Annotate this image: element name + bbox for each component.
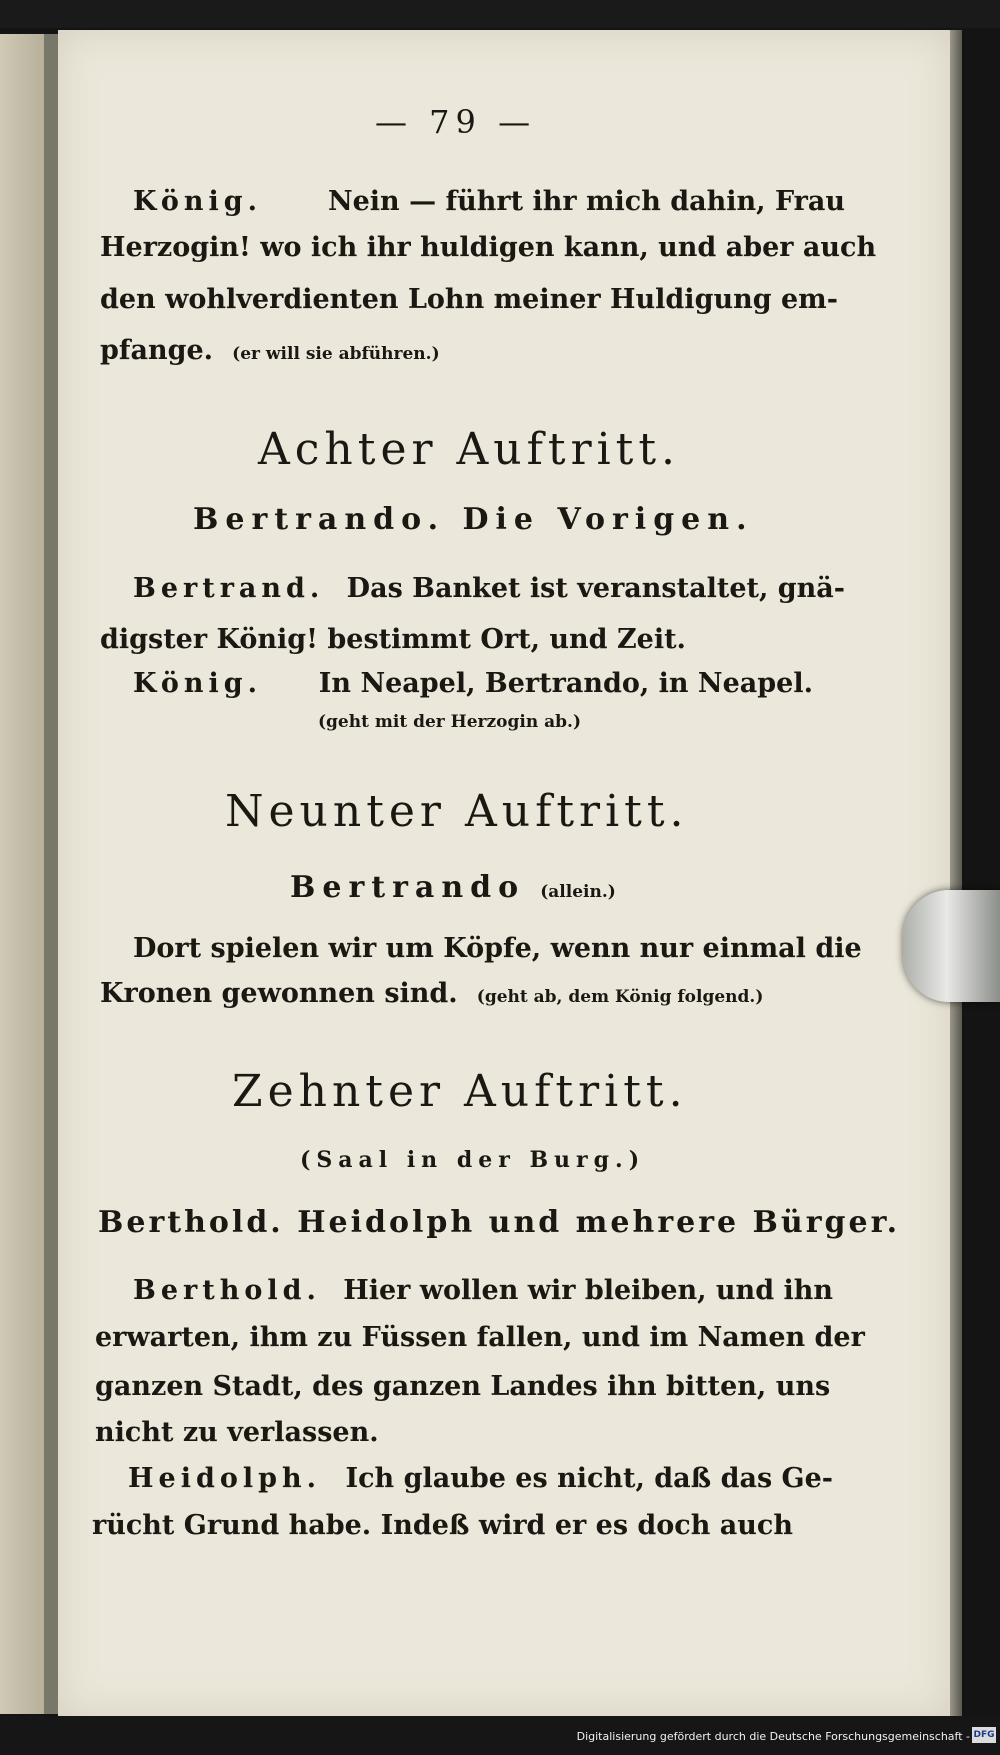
scene-heading: Neunter Auftritt. — [225, 786, 689, 837]
text-line: digster König! bestimmt Ort, und Zeit. — [100, 624, 686, 655]
facing-page-edge — [0, 34, 46, 1714]
text-line — [133, 1277, 833, 1304]
character-list: Bertrando. Die Vorigen. — [193, 502, 754, 537]
page-number: — 79 — — [375, 103, 537, 141]
text-line: Herzogin! wo ich ihr huldigen kann, und aber auch — [100, 232, 877, 263]
speaker-name: Bertrand. — [133, 573, 325, 604]
dialogue-text: pfange. — [100, 335, 214, 366]
funding-credit: Digitalisierung gefördert durch die Deutsche Forschungsgemeinschaft - — [576, 1730, 970, 1743]
stage-direction: (geht ab, dem König folgend.) — [476, 987, 764, 1007]
text-line — [133, 575, 845, 602]
stage-direction: (geht mit der Herzogin ab.) — [318, 712, 581, 732]
dialogue-text: Ich glaube es nicht, daß das Ge- — [345, 1463, 833, 1494]
text-line: Dort spielen wir um Köpfe, wenn nur einmal die — [133, 933, 862, 964]
text-line: erwarten, ihm zu Füssen fallen, und im Namen der — [95, 1322, 865, 1353]
text-line — [100, 337, 440, 364]
dialogue-text: Hier wollen wir bleiben, und ihn — [343, 1275, 833, 1306]
page-clip — [903, 890, 1000, 1002]
speaker-name: König. — [133, 186, 263, 217]
text-line: den wohlverdienten Lohn meiner Huldigung em- — [100, 284, 838, 315]
page-stack-edge — [950, 30, 962, 1716]
dialogue-text: Das Banket ist veranstaltet, gnä- — [346, 573, 845, 604]
text-line — [133, 188, 845, 215]
stage-direction: (allein.) — [540, 882, 616, 902]
text-line — [133, 670, 813, 697]
dialogue-text: Kronen gewonnen sind. — [100, 978, 458, 1009]
dialogue-text: In Neapel, Bertrando, in Neapel. — [318, 668, 813, 699]
dfg-logo: DFG — [972, 1727, 996, 1743]
stage-direction: (er will sie abführen.) — [232, 344, 440, 364]
character-list: Berthold. Heidolph und mehrere Bürger. — [98, 1205, 901, 1240]
dialogue-text: Nein — führt ihr mich dahin, Frau — [327, 186, 845, 217]
text-line: ganzen Stadt, des ganzen Landes ihn bitten, uns — [95, 1371, 831, 1402]
scan-top-border — [0, 0, 1000, 28]
speaker-name: König. — [133, 668, 263, 699]
text-line: rücht Grund habe. Indeß wird er es doch auch — [92, 1510, 793, 1541]
book-gutter — [44, 34, 58, 1714]
character-name: Bertrando — [290, 870, 526, 905]
text-line: nicht zu verlassen. — [95, 1417, 379, 1448]
text-line — [100, 980, 763, 1007]
scene-heading: Zehnter Auftritt. — [232, 1066, 688, 1117]
speaker-name: Heidolph. — [128, 1463, 321, 1494]
setting-note: (Saal in der Burg.) — [300, 1147, 646, 1173]
character-line — [290, 870, 616, 905]
text-line — [128, 1465, 833, 1492]
scene-heading: Achter Auftritt. — [258, 424, 681, 475]
speaker-name: Berthold. — [133, 1275, 321, 1306]
